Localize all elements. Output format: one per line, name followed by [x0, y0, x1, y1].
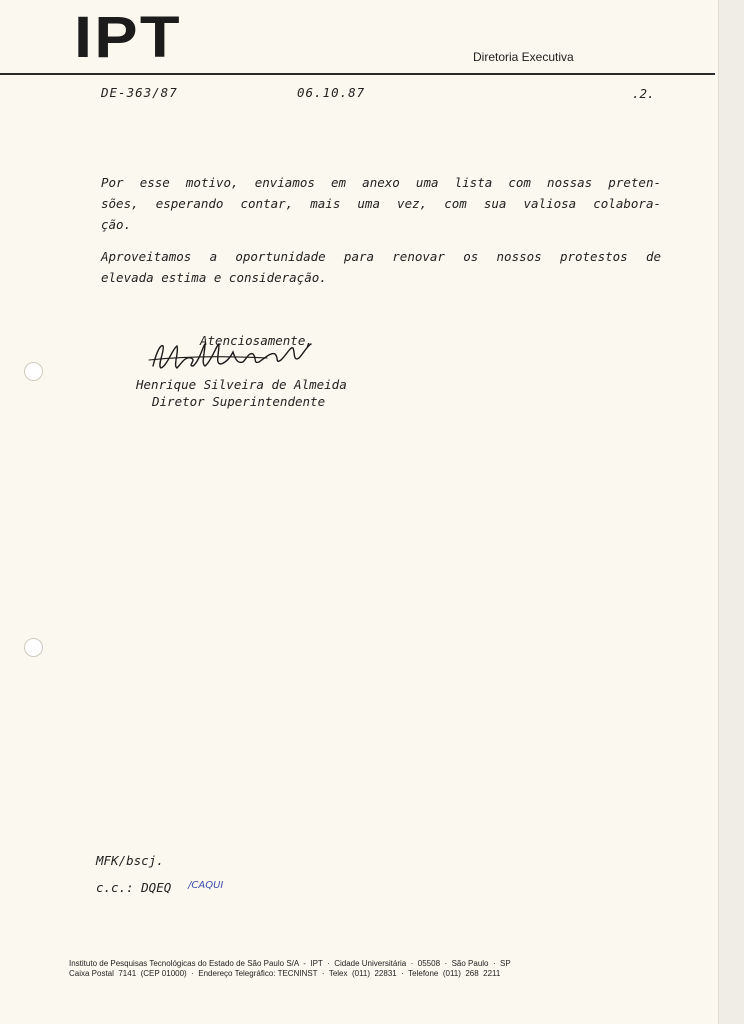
carbon-copy-handwritten: /CAQUI [188, 880, 224, 891]
signer-name: Henrique Silveira de Almeida [136, 377, 347, 392]
institution-contact-line: Caixa Postal 7141 (CEP 01000) · Endereço Telegráfico: TECNINST · Telex (011) 22831 · Telefone (011) 268 2211 [69, 969, 501, 978]
paragraph-line: Aproveitamos a oportunidade para renovar os nossos protestos de [101, 249, 661, 264]
reference-number: DE-363/87 [101, 85, 178, 100]
paragraph-closing [101, 246, 661, 288]
signer-title: Diretor Superintendente [152, 394, 326, 409]
institution-address-line: Instituto de Pesquisas Tecnológicas do Estado de São Paulo S/A - IPT · Cidade Universitária · 05508 · São Paulo · SP [69, 959, 511, 968]
typist-initials: MFK/bscj. [96, 853, 164, 868]
paragraph-line: elevada estima e consideração. [101, 270, 327, 285]
department-label: Diretoria Executiva [473, 50, 574, 64]
punch-hole [24, 638, 43, 657]
punch-hole [24, 362, 43, 381]
page-edge [718, 0, 744, 1024]
closing-salutation: Atenciosamente, [200, 333, 313, 348]
paragraph-line: Por esse motivo, enviamos em anexo uma lista com nossas preten- [101, 175, 661, 190]
carbon-copy-line: c.c.: DQEQ [96, 880, 172, 895]
letterhead-rule [0, 73, 715, 75]
handwritten-signature [147, 336, 337, 376]
letter-date: 06.10.87 [297, 85, 366, 100]
ipt-logo: IPT [74, 5, 182, 70]
paragraph-line: sões, esperando contar, mais uma vez, com sua valiosa colabora- [101, 196, 661, 211]
paragraph-line: ção. [101, 217, 132, 232]
page-number: .2. [632, 86, 655, 101]
paragraph-request [101, 172, 661, 235]
